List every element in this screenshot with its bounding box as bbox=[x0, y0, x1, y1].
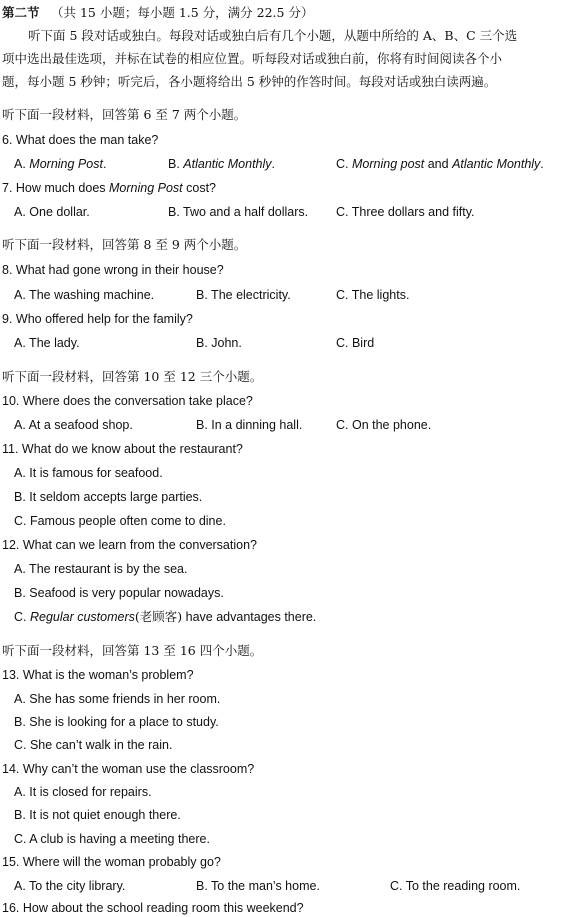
option-a: A. The restaurant is by the sea. bbox=[14, 562, 188, 576]
option-c: C. The lights. bbox=[336, 288, 410, 302]
section-title: 第二节 bbox=[2, 5, 40, 20]
instruction-line-1: 听下面 5 段对话或独白。每段对话或独白后有几个小题，从题中所给的 A、B、C 三个选 bbox=[28, 28, 518, 43]
option-a: A. The washing machine. bbox=[14, 288, 155, 302]
option-b: B. Two and a half dollars. bbox=[168, 205, 309, 219]
option-b: B. John. bbox=[196, 336, 242, 350]
options-row bbox=[0, 203, 567, 221]
option-a: A. It is closed for repairs. bbox=[14, 785, 152, 799]
option-b: B. Atlantic Monthly. bbox=[168, 157, 276, 171]
instruction-line-3: 题，每小题 5 秒钟；听完后，各小题将给出 5 秒钟的作答时间。每段对话或独白读两遍。 bbox=[2, 74, 497, 89]
instruction-line-2: 项中选出最佳选项，并标在试卷的相应位置。听每段对话或独白前，你将有时间阅读各个小 bbox=[2, 51, 503, 66]
section-header bbox=[2, 4, 313, 22]
question-stem: 14. Why can’t the woman use the classroom? bbox=[2, 762, 255, 776]
options-row bbox=[0, 416, 567, 434]
option-c: C. She can’t walk in the rain. bbox=[14, 738, 173, 752]
option-a: A. Morning Post. bbox=[14, 157, 107, 171]
option-a: A. She has some friends in her room. bbox=[14, 692, 221, 706]
group-intro: 听下面一段材料，回答第 10 至 12 三个小题。 bbox=[2, 369, 263, 384]
option-a: A. One dollar. bbox=[14, 205, 90, 219]
option-c: C. Regular customers(老顾客) have advantages there. bbox=[14, 609, 317, 624]
option-c: C. To the reading room. bbox=[390, 879, 521, 893]
question-stem: 13. What is the woman’s problem? bbox=[2, 668, 194, 682]
option-c: C. Famous people often come to dine. bbox=[14, 514, 226, 528]
group-intro: 听下面一段材料，回答第 6 至 7 两个小题。 bbox=[2, 107, 247, 122]
option-b: B. She is looking for a place to study. bbox=[14, 715, 219, 729]
options-row bbox=[0, 286, 567, 304]
group-intro: 听下面一段材料，回答第 8 至 9 两个小题。 bbox=[2, 237, 247, 252]
question-stem: 11. What do we know about the restaurant? bbox=[2, 442, 243, 456]
option-b: B. It seldom accepts large parties. bbox=[14, 490, 203, 504]
question-stem: 9. Who offered help for the family? bbox=[2, 312, 193, 326]
option-a: A. To the city library. bbox=[14, 879, 126, 893]
option-a: A. The lady. bbox=[14, 336, 80, 350]
option-b: B. The electricity. bbox=[196, 288, 291, 302]
option-b: B. It is not quiet enough there. bbox=[14, 808, 181, 822]
question-stem: 8. What had gone wrong in their house? bbox=[2, 263, 224, 277]
option-c: C. On the phone. bbox=[336, 418, 432, 432]
question-stem: 16. How about the school reading room this weekend? bbox=[2, 901, 304, 915]
option-c: C. Morning post and Atlantic Monthly. bbox=[336, 157, 544, 171]
section-score-note: （共 15 小题；每小题 1.5 分，满分 22.5 分） bbox=[51, 5, 314, 20]
option-c: C. Three dollars and fifty. bbox=[336, 205, 475, 219]
group-intro: 听下面一段材料，回答第 13 至 16 四个小题。 bbox=[2, 643, 263, 658]
question-stem: 7. How much does Morning Post cost? bbox=[2, 181, 217, 195]
question-stem: 6. What does the man take? bbox=[2, 133, 159, 147]
options-row bbox=[0, 155, 567, 173]
option-c: C. A club is having a meeting there. bbox=[14, 832, 210, 846]
question-stem: 10. Where does the conversation take place? bbox=[2, 394, 253, 408]
option-c: C. Bird bbox=[336, 336, 375, 350]
option-b: B. Seafood is very popular nowadays. bbox=[14, 586, 224, 600]
question-stem: 15. Where will the woman probably go? bbox=[2, 855, 221, 869]
option-a: A. It is famous for seafood. bbox=[14, 466, 163, 480]
options-row bbox=[0, 334, 567, 352]
options-row bbox=[0, 877, 567, 895]
question-stem: 12. What can we learn from the conversation? bbox=[2, 538, 257, 552]
option-b: B. In a dinning hall. bbox=[196, 418, 303, 432]
option-b: B. To the man’s home. bbox=[196, 879, 320, 893]
option-a: A. At a seafood shop. bbox=[14, 418, 133, 432]
